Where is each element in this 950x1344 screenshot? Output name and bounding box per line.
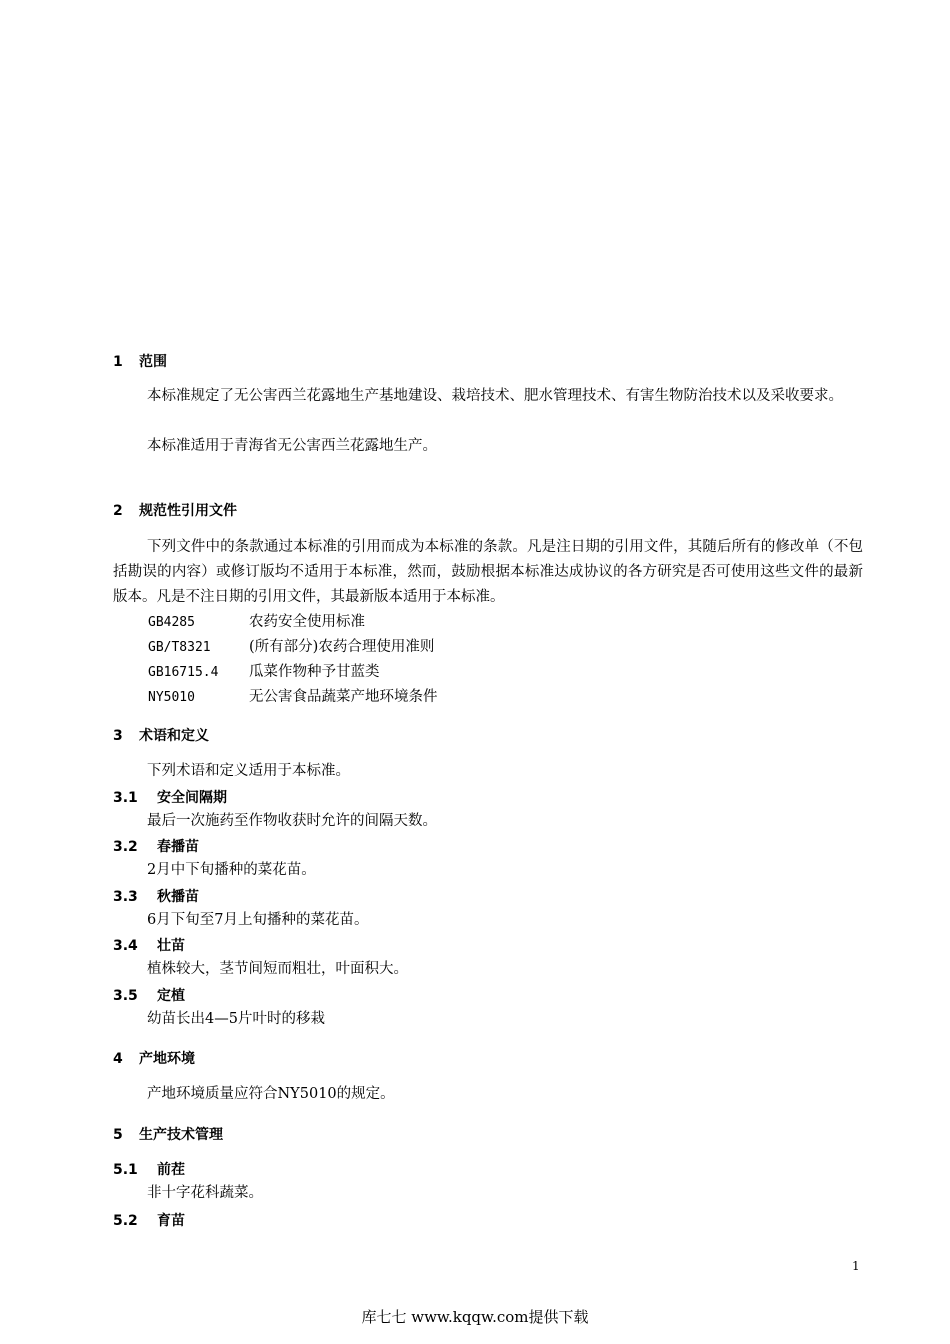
section-3-heading: 3 术语和定义 <box>113 728 209 744</box>
reference-item: GB4285 农药安全使用标准 <box>148 614 365 630</box>
term-definition: 6月下旬至7月上旬播种的菜花苗。 <box>147 912 369 928</box>
page-number: 1 <box>852 1259 860 1273</box>
section-5-heading: 5 生产技术管理 <box>113 1127 223 1143</box>
reference-item: GB16715.4 瓜菜作物种予甘蓝类 <box>148 664 380 680</box>
term-definition: 幼苗长出4—5片叶时的移栽 <box>147 1011 325 1027</box>
term-definition: 植株较大，茎节间短而粗壮，叶面积大。 <box>147 961 408 977</box>
section-1-paragraph-1: 本标准规定了无公害西兰花露地生产基地建设、栽培技术、肥水管理技术、有害生物防治技术以及采收要求。 <box>147 388 843 404</box>
download-footer: 库七七 www.kqqw.com提供下载 <box>361 1308 589 1326</box>
subsection-5-2-heading: 5.2 育苗 <box>113 1213 185 1229</box>
subsection-5-1-text: 非十字花科蔬菜。 <box>147 1185 263 1201</box>
section-2-paragraph-1: 下列文件中的条款通过本标准的引用而成为本标准的条款。凡是注日期的引用文件，其随后所有的修改单（不包括勘误的内容）或修订版均不适用于本标准，然而，鼓励根据本标准达成协议的各方研究是否可使用这些文件的最新版本。凡是不注日期的引用文件，其最新版本适用于本标准。 <box>113 539 863 605</box>
section-4-paragraph-1: 产地环境质量应符合NY5010的规定。 <box>147 1086 395 1102</box>
subsection-5-1-heading: 5.1 前茬 <box>113 1162 185 1178</box>
reference-item: NY5010 无公害食品蔬菜产地环境条件 <box>148 689 438 705</box>
term-heading: 3.1 安全间隔期 <box>113 790 227 806</box>
section-1-heading: 1 范围 <box>113 354 167 370</box>
section-4-heading: 4 产地环境 <box>113 1051 195 1067</box>
section-2-heading: 2 规范性引用文件 <box>113 503 237 519</box>
section-1-paragraph-2: 本标准适用于青海省无公害西兰花露地生产。 <box>147 438 437 454</box>
term-definition: 最后一次施药至作物收获时允许的间隔天数。 <box>147 813 437 829</box>
term-heading: 3.3 秋播苗 <box>113 889 199 905</box>
term-heading: 3.2 春播苗 <box>113 839 199 855</box>
term-heading: 3.5 定植 <box>113 988 185 1004</box>
section-3-paragraph-1: 下列术语和定义适用于本标准。 <box>147 763 350 779</box>
term-definition: 2月中下旬播种的菜花苗。 <box>147 862 316 878</box>
reference-item: GB/T8321 (所有部分)农药合理使用准则 <box>148 639 435 655</box>
term-heading: 3.4 壮苗 <box>113 938 185 954</box>
